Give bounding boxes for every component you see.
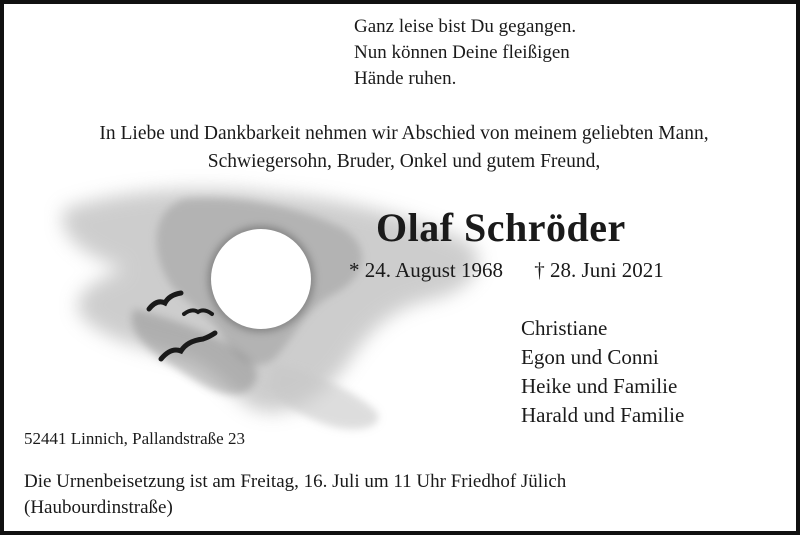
mourners-list bbox=[521, 314, 684, 430]
life-dates bbox=[349, 258, 664, 283]
mourner: Heike und Familie bbox=[521, 374, 678, 398]
address: 52441 Linnich, Pallandstraße 23 bbox=[24, 429, 245, 448]
notice-line: Die Urnenbeisetzung ist am Freitag, 16. Juli um 11 Uhr Friedhof Jülich bbox=[24, 471, 567, 492]
birth-date: * 24. August 1968 bbox=[349, 258, 504, 282]
burial-notice bbox=[24, 469, 566, 521]
verse-line: Ganz leise bist Du gegangen. bbox=[354, 16, 577, 37]
death-date: † 28. Juni 2021 bbox=[534, 258, 664, 282]
verse bbox=[354, 14, 576, 92]
mourner: Egon und Conni bbox=[521, 345, 659, 369]
verse-line: Hände ruhen. bbox=[354, 68, 457, 89]
intro-text bbox=[4, 120, 800, 176]
mourner: Christiane bbox=[521, 316, 608, 340]
intro-line: In Liebe und Dankbarkeit nehmen wir Abschied von meinem geliebten Mann, bbox=[99, 123, 709, 144]
deceased-name: Olaf Schröder bbox=[376, 205, 626, 250]
verse-line: Nun können Deine fleißigen bbox=[354, 42, 570, 63]
intro-line: Schwiegersohn, Bruder, Onkel und gutem Freund, bbox=[207, 151, 601, 172]
notice-line: (Haubourdinstraße) bbox=[24, 497, 173, 518]
mourner: Harald und Familie bbox=[521, 403, 685, 427]
